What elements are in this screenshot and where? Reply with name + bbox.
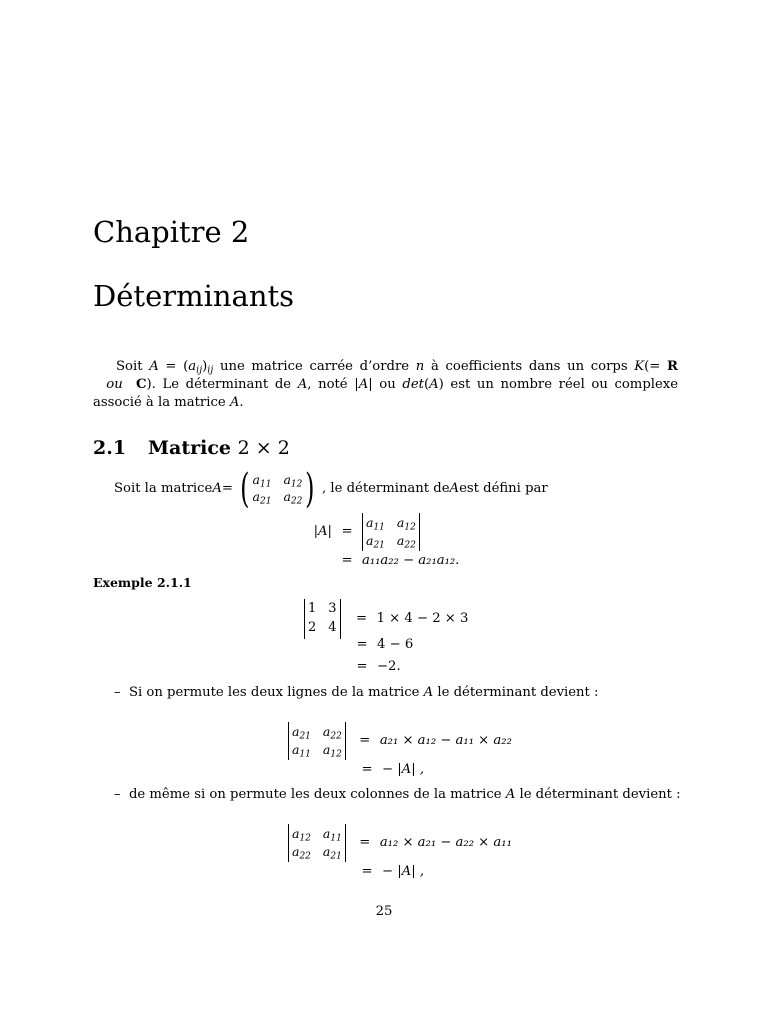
rows-swap-equation: $a_{21}$ $a_{22}$ $a_{11}$ $a_{12}$ = a₂₁ × a₁₂ − a₁₁ × a₂₂ [288, 722, 512, 760]
chapter-heading: Chapitre 2 [93, 215, 250, 249]
section-number: 2.1 [93, 437, 127, 459]
example-line3: = −2. [356, 659, 401, 674]
matrix-A: ( $a_{11}$ $a_{12}$ $a_{21}$ $a_{22}$ ) [240, 466, 315, 512]
rows-swap-line2: = − |A| , [361, 762, 425, 777]
section-title: Matrice [148, 437, 232, 459]
section-heading [93, 436, 290, 462]
determinant-A: $a_{11}$ $a_{12}$ $a_{21}$ $a_{22}$ [362, 513, 420, 551]
chapter-title: Déterminants [93, 279, 295, 313]
determinant-definition: |A| = $a_{11}$ $a_{12}$ $a_{21}$ $a_{22}$ [300, 513, 420, 551]
example-matrix: 1 3 2 4 [304, 599, 341, 639]
matrix-sentence: Soit la matrice A = ( $a_{11}$ $a_{12}$ $a_{21}$ $a_{22}$ ) , le déterminant de A est défini par [114, 466, 548, 512]
bullet-columns-swap: – de même si on permute les deux colonnes de la matrice A le déterminant devient : [114, 787, 681, 802]
example-equation: 1 3 2 4 = 1 × 4 − 2 × 3 [304, 599, 468, 639]
rows-swap-matrix: $a_{21}$ $a_{22}$ $a_{11}$ $a_{12}$ [288, 722, 346, 760]
section-title-math: 2 × 2 [237, 437, 290, 459]
columns-swap-equation: $a_{12}$ $a_{11}$ $a_{22}$ $a_{21}$ = a₁₂ × a₂₁ − a₂₂ × a₁₁ [288, 824, 512, 862]
columns-swap-line2: = − |A| , [361, 864, 425, 879]
example-line2: = 4 − 6 [356, 637, 414, 652]
determinant-definition-line2: = a₁₁a₂₂ − a₂₁a₁₂. [341, 553, 460, 568]
page-number: 25 [375, 904, 393, 919]
example-label: Exemple 2.1.1 [93, 575, 192, 590]
left-paren: ( [240, 466, 250, 512]
right-paren: ) [305, 466, 315, 512]
intro-paragraph: Soit $A = (a_{ij})_{ij}$ une matrice carrée d’ordre n à coefficients dans un corps K(= R ou C). Le déterminant de A, noté |A| ou det(A) est un nombre réel ou complexe associé à la matrice A. [93, 359, 679, 410]
bullet-rows-swap: – Si on permute les deux lignes de la matrice A le déterminant devient : [114, 685, 599, 700]
columns-swap-matrix: $a_{12}$ $a_{11}$ $a_{22}$ $a_{21}$ [288, 824, 346, 862]
